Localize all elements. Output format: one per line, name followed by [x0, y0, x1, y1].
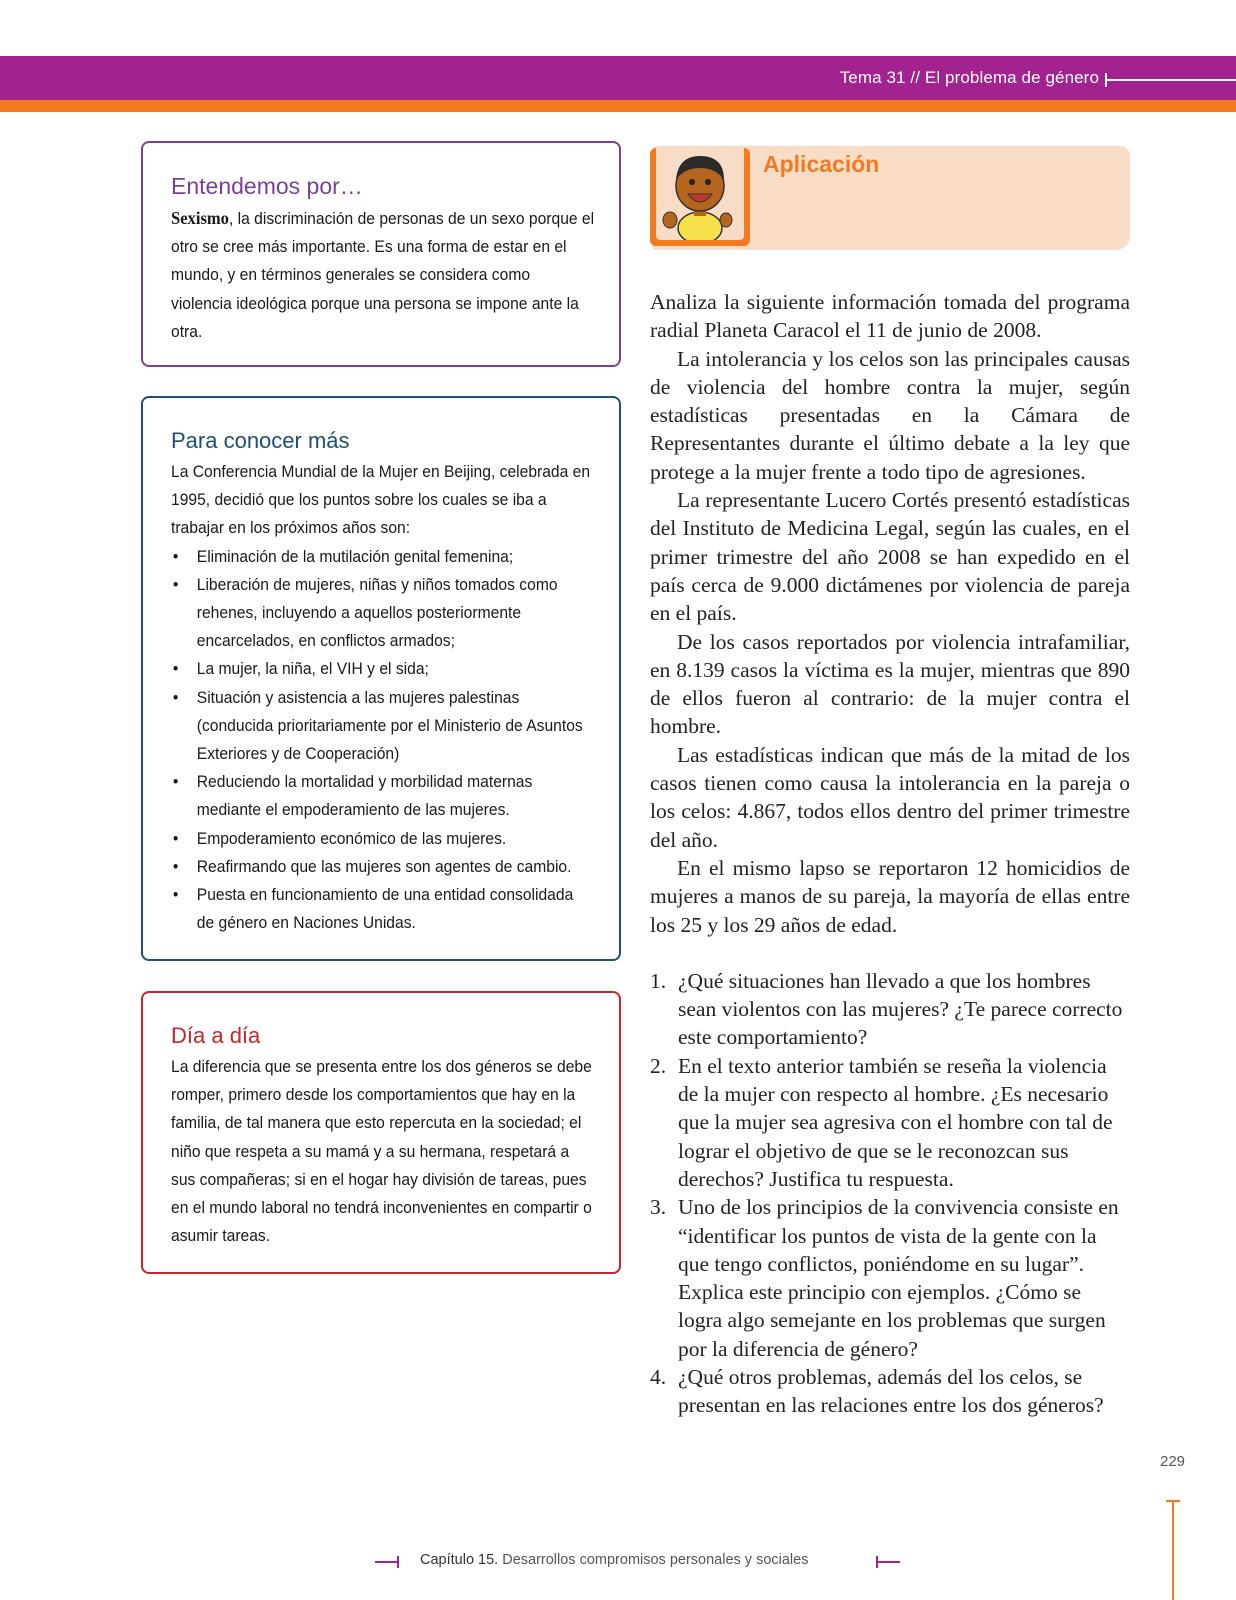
definition-box: [141, 141, 621, 367]
learn-more-list: [171, 543, 594, 938]
definition-text: [171, 204, 594, 346]
question-item: [650, 1363, 1130, 1420]
application-title: Aplicación: [763, 151, 880, 177]
page-number: 229: [1160, 1453, 1186, 1470]
learn-more-content: [171, 458, 594, 937]
footer-rule-left: [375, 1561, 399, 1563]
chapter-title: Desarrollos compromisos personales y sociales: [498, 1552, 809, 1568]
question-number: 3.: [650, 1195, 667, 1220]
question-item: [650, 1052, 1130, 1193]
chapter-label: Capítulo 15.: [420, 1552, 499, 1568]
question-text: ¿Qué otros problemas, además del los celos, se presentan en las relaciones entre los dos géneros?: [678, 1364, 1104, 1418]
footer-rule-right: [876, 1561, 900, 1563]
definition-heading: Entendemos por…: [171, 173, 363, 199]
question-text: Uno de los principios de la convivencia consiste en “identificar los puntos de vista de la gente con la que tengo conflictos, poniéndome en su lugar”. Explica este principio con ejemplos. ¿Cómo se logra algo semejante en los problemas que surgen por la diferencia de género?: [678, 1195, 1119, 1361]
learn-more-intro: La Conferencia Mundial de la Mujer en Beijing, celebrada en 1995, decidió que los puntos sobre los cuales se iba a trabajar en los próximos años son:: [171, 462, 591, 538]
application-paragraph: En el mismo lapso se reportaron 12 homicidios de mujeres a manos de su pareja, la mayoría de ellas entre los 25 y los 29 años de edad.: [650, 855, 1130, 937]
list-item: • Reduciendo la mortalidad y morbilidad maternas mediante el empoderamiento de las mujeres.: [171, 768, 594, 824]
day-to-day-text: La diferencia que se presenta entre los dos géneros se debe romper, primero desde los comportamientos que hay en la familia, de tal manera que esto repercuta en la sociedad; el niño que respeta a su mamá y a su hermana, respetará a sus compañeras; si en el hogar hay división de tareas, pues en el mundo laboral no tendrá inconvenientes en compartir o asumir tareas.: [171, 1057, 592, 1246]
header-rule: [1105, 79, 1236, 81]
list-item: • La mujer, la niña, el VIH y el sida;: [171, 655, 594, 683]
definition-body: , la discriminación de personas de un sexo porque el otro se cree más importante. Es una forma de estar en el mundo, y en términos generales se considera como violencia ideológica porque una persona se impone ante la otra.: [171, 209, 595, 341]
list-item: • Puesta en funcionamiento de una entidad consolidada de género en Naciones Unidas.: [171, 881, 594, 937]
list-item: • Liberación de mujeres, niñas y niños tomados como rehenes, incluyendo a aquellos posteriormente encarcelados, en conflictos armados;: [171, 571, 594, 656]
questions-list: [650, 967, 1130, 1420]
definition-term: Sexismo: [171, 208, 229, 228]
learn-more-box: [141, 396, 621, 961]
day-to-day-heading: Día a día: [171, 1023, 261, 1048]
day-to-day-box: [141, 991, 621, 1274]
question-number: 2.: [650, 1053, 667, 1078]
question-text: ¿Qué situaciones han llevado a que los hombres sean violentos con las mujeres? ¿Te parece correcto este comportamiento?: [678, 968, 1123, 1050]
page-rule: [1172, 1500, 1174, 1600]
application-paragraph: La intolerancia y los celos son las principales causas de violencia del hombre contra la mujer, según estadísticas presentadas en la Cámara de Representantes durante el último debate a la ley que protege a la mujer frente a todo tipo de agresiones.: [650, 346, 1130, 484]
question-item: [650, 1193, 1130, 1363]
question-text: En el texto anterior también se reseña la violencia de la mujer con respecto al hombre. ¿Es necesario que la mujer sea agresiva con el hombre con tal de lograr el objetivo de que se le reconozcan sus derechos? Justifica tu respuesta.: [678, 1053, 1113, 1191]
list-item: • Situación y asistencia a las mujeres palestinas (conducida prioritariamente por el Ministerio de Asuntos Exteriores y de Cooperación): [171, 684, 594, 769]
list-item: • Eliminación de la mutilación genital femenina;: [171, 543, 594, 571]
application-paragraph: La representante Lucero Cortés presentó estadísticas del Instituto de Medicina Legal, según las cuales, en el primer trimestre del año 2008 se han expedido en el país cerca de 9.000 dictámenes por violencia de pareja en el país.: [650, 488, 1130, 626]
chapter-footer: [420, 1552, 808, 1568]
question-number: 1.: [650, 968, 667, 993]
application-content: [650, 288, 1130, 1420]
question-item: [650, 967, 1130, 1052]
page-header-title: Tema 31 // El problema de género: [839, 68, 1099, 87]
list-item: • Empoderamiento económico de las mujeres.: [171, 825, 594, 853]
learn-more-heading: Para conocer más: [171, 428, 350, 453]
footer-rule-right-tick: [876, 1556, 878, 1568]
question-number: 4.: [650, 1364, 667, 1389]
application-paragraph: De los casos reportados por violencia intrafamiliar, en 8.139 casos la víctima es la mujer, mientras que 890 de ellos fueron al contrario: de la mujer contra el hombre.: [650, 629, 1130, 739]
header-accent-stripe: [0, 100, 1236, 112]
footer-rule-left-tick: [397, 1556, 399, 1568]
mascot-boy-icon: [656, 148, 744, 240]
application-paragraph: Analiza la siguiente información tomada del programa radial Planeta Caracol el 11 de junio de 2008.: [650, 290, 1130, 343]
list-item: • Reafirmando que las mujeres son agentes de cambio.: [171, 853, 594, 881]
application-mascot-frame: [650, 148, 750, 246]
application-paragraph: Las estadísticas indican que más de la mitad de los casos tienen como causa la intolerancia en la pareja o los celos: 4.867, todos ellos dentro del primer trimestre del año.: [650, 742, 1130, 852]
